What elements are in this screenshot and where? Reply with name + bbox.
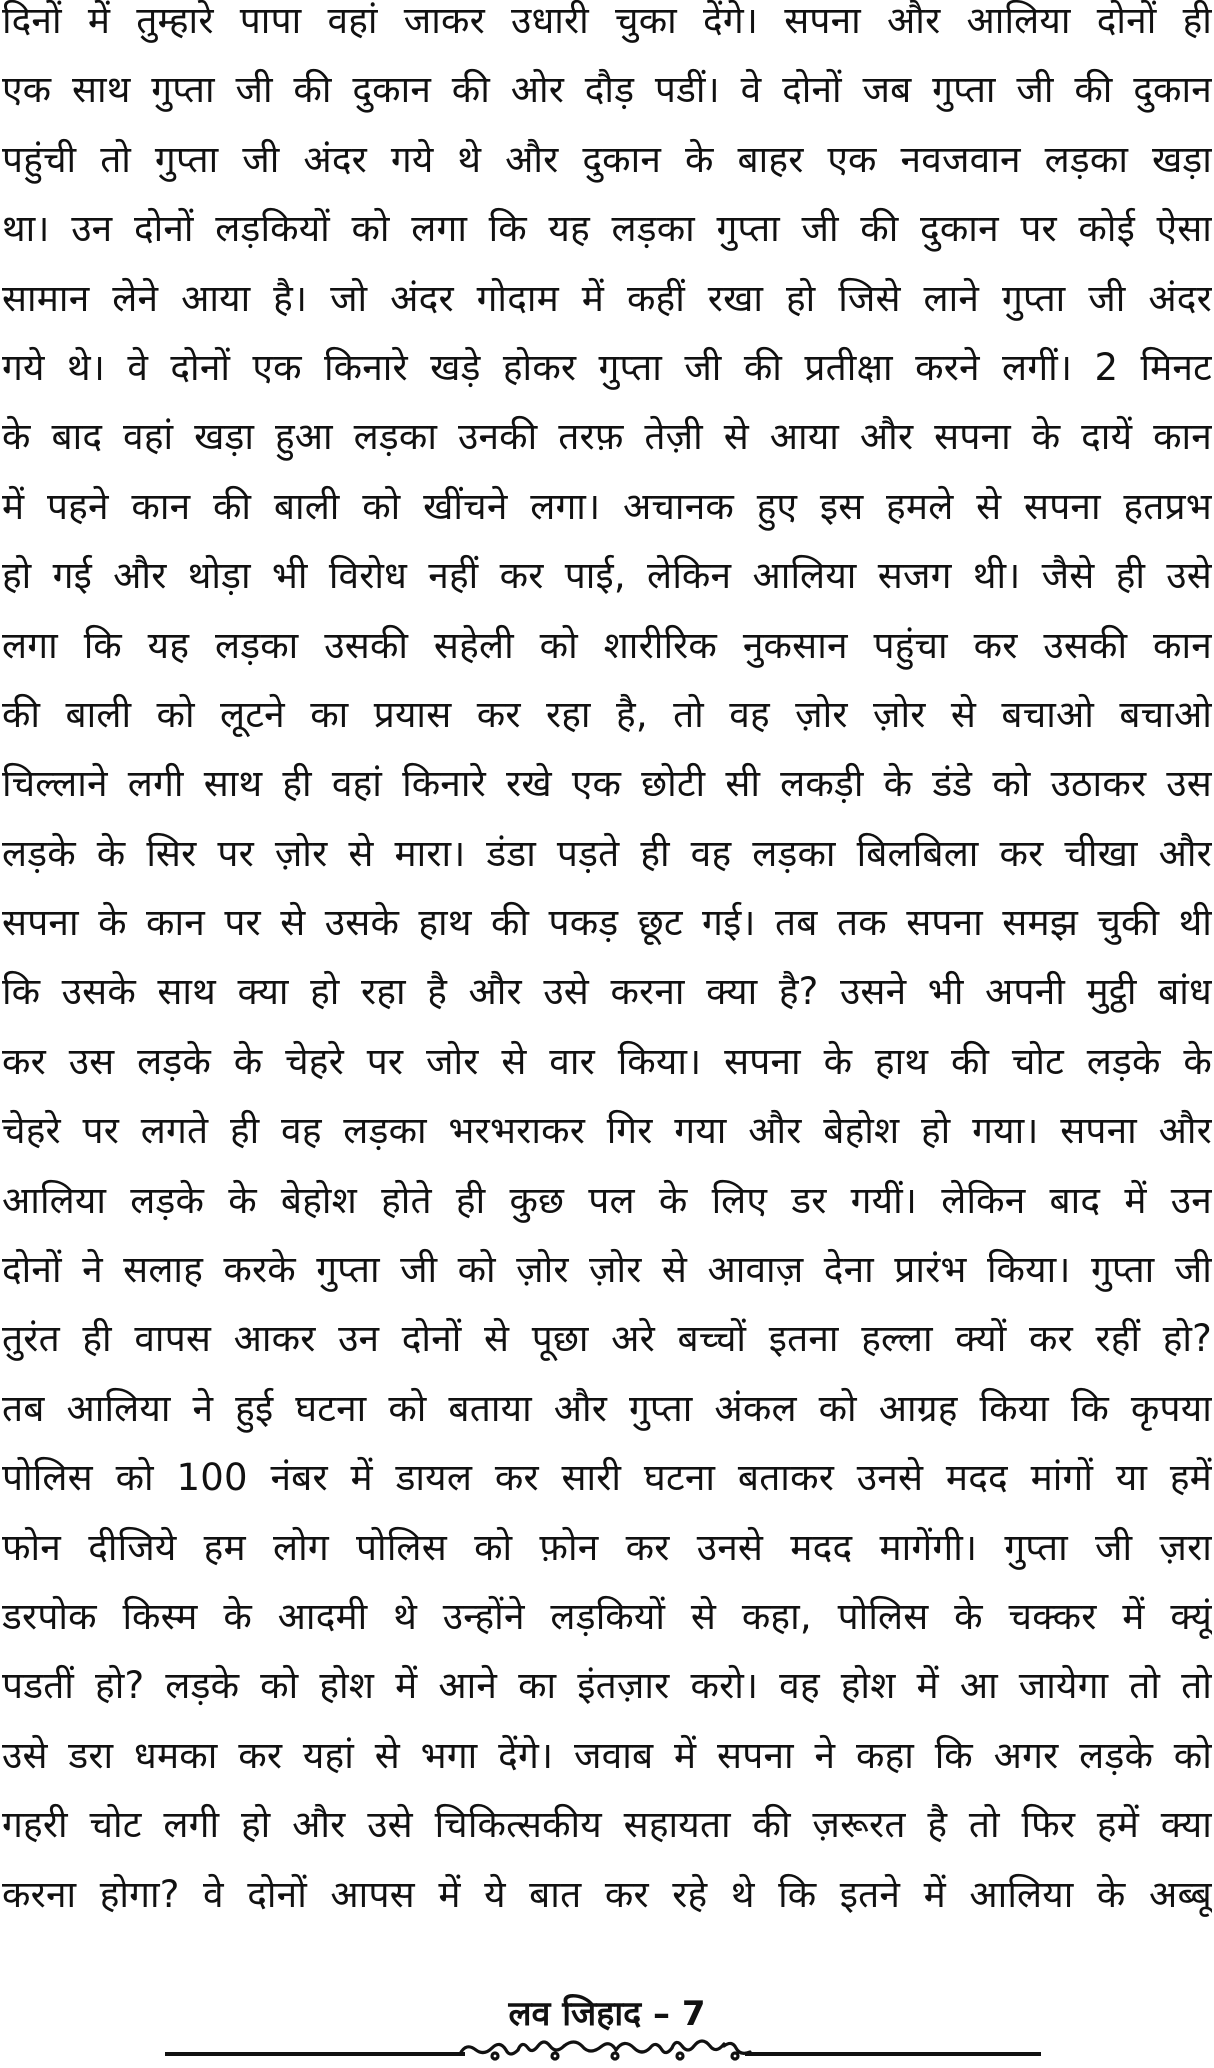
footer-rule-left (165, 2052, 465, 2056)
text-line: लगा कि यह लड़का उसकी सहेली को शारीरिक नुकसान पहुंचा कर उसकी कान (2, 623, 1212, 667)
text-line: उसे डरा धमका कर यहां से भगा देंगे। जवाब में सपना ने कहा कि अगर लड़के को (2, 1733, 1212, 1777)
text-line: के बाद वहां खड़ा हुआ लड़का उनकी तरफ़ तेज़ी से आया और सपना के दायें कान (2, 415, 1212, 459)
text-line: सपना के कान पर से उसके हाथ की पकड़ छूट गई। तब तक सपना समझ चुकी थी (2, 901, 1212, 945)
text-line: एक साथ गुप्ता जी की दुकान की ओर दौड़ पडीं। वे दोनों जब गुप्ता जी की दुकान (2, 68, 1212, 112)
text-line: आलिया लड़के के बेहोश होते ही कुछ पल के लिए डर गयीं। लेकिन बाद में उन (2, 1178, 1212, 1222)
text-line: कि उसके साथ क्या हो रहा है और उसे करना क्या है? उसने भी अपनी मुट्ठी बांध (2, 970, 1212, 1014)
text-line: हो गई और थोड़ा भी विरोध नहीं कर पाई, लेकिन आलिया सजग थी। जैसे ही उसे (2, 554, 1212, 598)
text-line: था। उन दोनों लड़कियों को लगा कि यह लड़का गुप्ता जी की दुकान पर कोई ऐसा (2, 207, 1212, 251)
text-line: सामान लेने आया है। जो अंदर गोदाम में कहीं रखा हो जिसे लाने गुप्ता जी अंदर (2, 276, 1212, 320)
text-line: फोन दीजिये हम लोग पोलिस को फ़ोन कर उनसे मदद मागेंगी। गुप्ता जी ज़रा (2, 1525, 1212, 1569)
text-line: में पहने कान की बाली को खींचने लगा। अचानक हुए इस हमले से सपना हतप्रभ (2, 484, 1212, 528)
text-line: तुरंत ही वापस आकर उन दोनों से पूछा अरे बच्चों इतना हल्ला क्यों कर रहीं हो? (2, 1317, 1212, 1361)
text-line: गये थे। वे दोनों एक किनारे खड़े होकर गुप्ता जी की प्रतीक्षा करने लगीं। 2 मिनट (2, 345, 1212, 389)
page-footer-title: लव जिहाद – 7 (508, 1994, 706, 2034)
text-line: गहरी चोट लगी हो और उसे चिकित्सकीय सहायता की ज़रूरत है तो फिर हमें क्या (2, 1803, 1212, 1847)
text-line: डरपोक किस्म के आदमी थे उन्होंने लड़कियों से कहा, पोलिस के चक्कर में क्यूं (2, 1594, 1212, 1638)
text-line: करना होगा? वे दोनों आपस में ये बात कर रहे थे कि इतने में आलिया के अब्बू (2, 1872, 1212, 1916)
text-line: तब आलिया ने हुई घटना को बताया और गुप्ता अंकल को आग्रह किया कि कृपया (2, 1386, 1212, 1430)
text-line: दोनों ने सलाह करके गुप्ता जी को ज़ोर ज़ोर से आवाज़ देना प्रारंभ किया। गुप्ता जी (2, 1248, 1212, 1292)
text-line: की बाली को लूटने का प्रयास कर रहा है, तो वह ज़ोर ज़ोर से बचाओ बचाओ (2, 692, 1212, 736)
footer-rule-right (745, 2052, 1041, 2056)
text-line: पडतीं हो? लड़के को होश में आने का इंतज़ार करो। वह होश में आ जायेगा तो तो (2, 1664, 1212, 1708)
text-line: चेहरे पर लगते ही वह लड़का भरभराकर गिर गया और बेहोश हो गया। सपना और (2, 1109, 1212, 1153)
footer-ornament-icon (455, 2036, 755, 2064)
text-line: लड़के के सिर पर ज़ोर से मारा। डंडा पड़ते ही वह लड़का बिलबिला कर चीखा और (2, 831, 1212, 875)
text-line: कर उस लड़के के चेहरे पर जोर से वार किया। सपना के हाथ की चोट लड़के के (2, 1039, 1212, 1083)
text-line: पोलिस को 100 नंबर में डायल कर सारी घटना बताकर उनसे मदद मांगों या हमें (2, 1456, 1212, 1500)
text-line: दिनों में तुम्हारे पापा वहां जाकर उधारी चुका देंगे। सपना और आलिया दोनों ही (2, 0, 1212, 42)
text-line: चिल्लाने लगी साथ ही वहां किनारे रखे एक छोटी सी लकड़ी के डंडे को उठाकर उस (2, 762, 1212, 806)
body-text (2, 0, 1212, 1929)
text-line: पहुंची तो गुप्ता जी अंदर गये थे और दुकान के बाहर एक नवजवान लड़का खड़ा (2, 137, 1212, 181)
